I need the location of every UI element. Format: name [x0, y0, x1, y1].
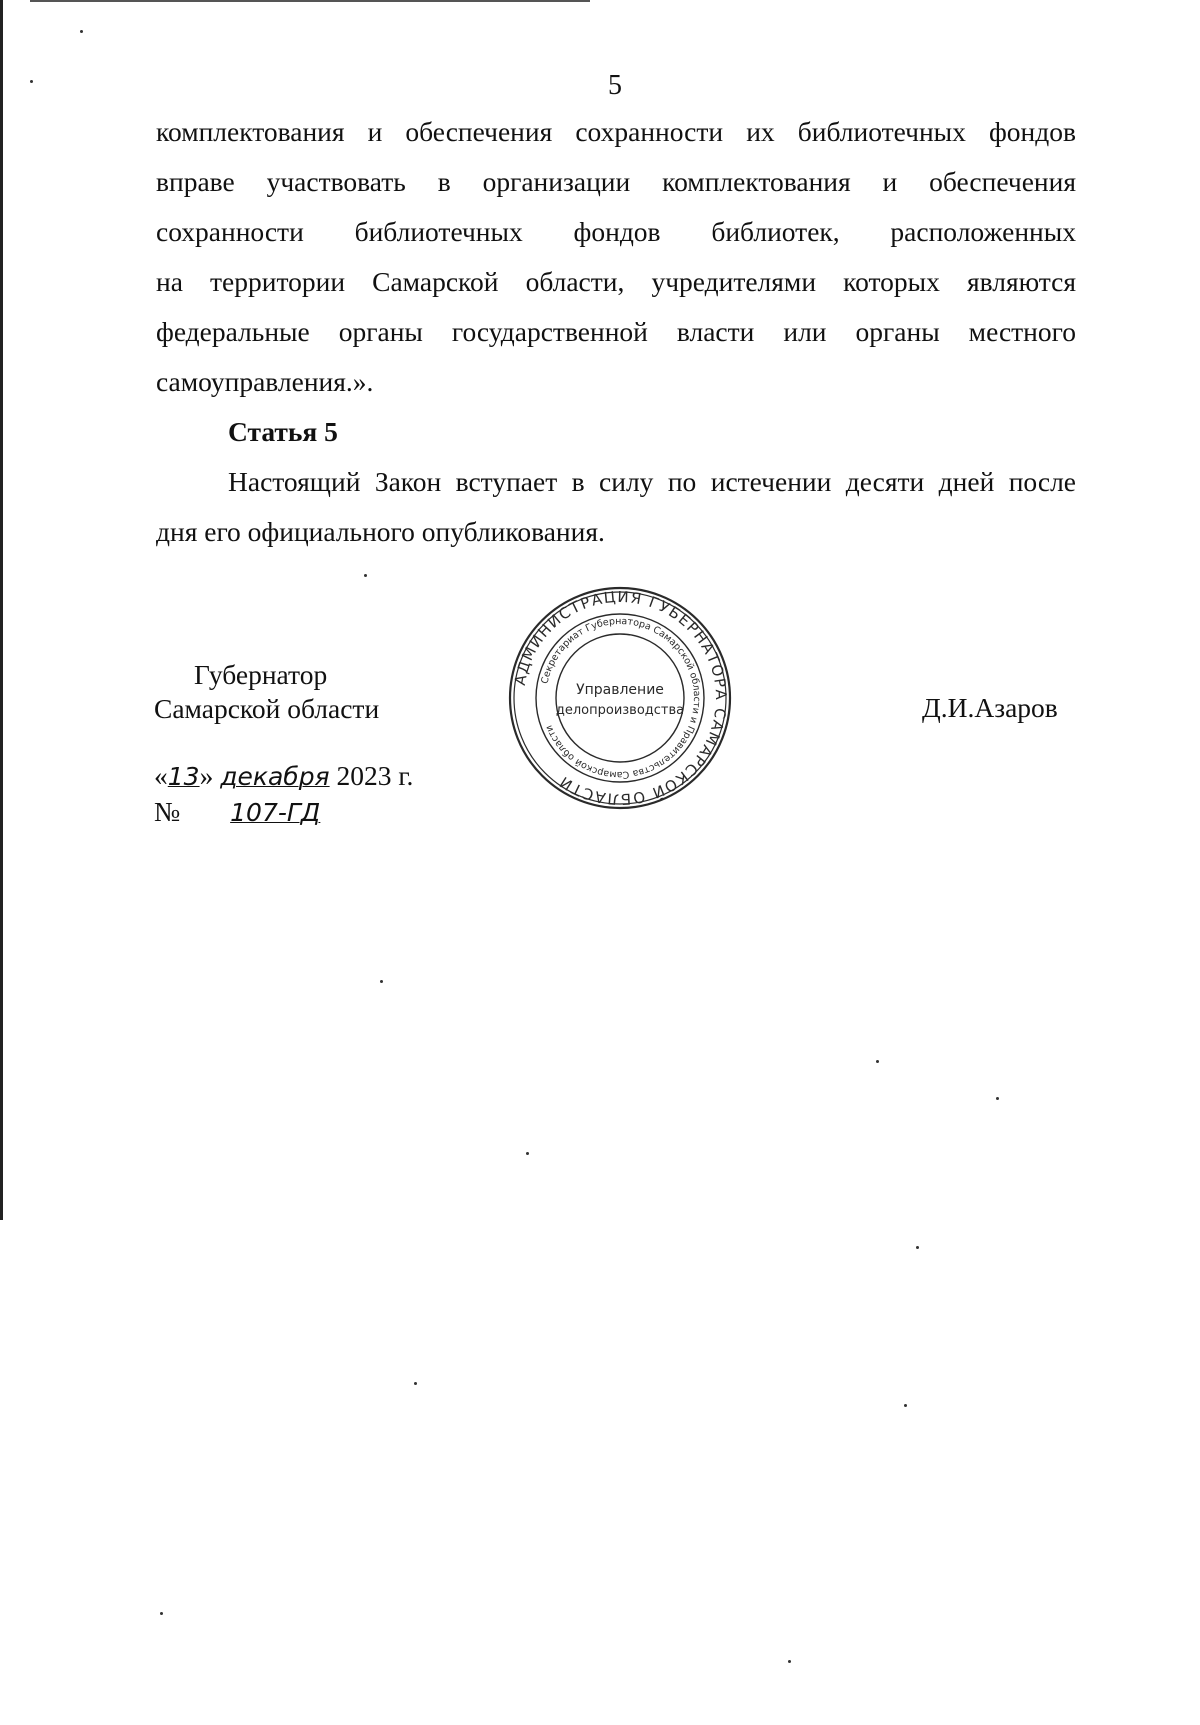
- signatory-title-line: Губернатор: [194, 659, 328, 690]
- date-open-quote: «: [154, 760, 168, 791]
- law-number-label: №: [154, 796, 181, 827]
- paragraph-line: на территории Самарской области, учредителями которых являются: [156, 266, 1076, 297]
- seal-inner-text: Секретариат Губернатора Самарской области и Правительства Самарской области: [539, 615, 703, 781]
- scan-speck: [160, 1612, 163, 1615]
- paragraph-line: вправе участвовать в организации комплектования и обеспечения: [156, 166, 1076, 197]
- article-line: дня его официального опубликования.: [156, 516, 605, 547]
- scan-speck: [904, 1404, 907, 1407]
- signing-date: [154, 760, 413, 793]
- scan-speck: [414, 1382, 417, 1385]
- article-heading: Статья 5: [228, 416, 338, 447]
- signatory-title: [154, 658, 379, 726]
- date-year: 2023 г.: [336, 760, 414, 791]
- scan-speck: [916, 1246, 919, 1249]
- seal-center-line1: Управление: [576, 682, 664, 698]
- article-line: Настоящий Закон вступает в силу по истечении десяти дней после: [228, 466, 1076, 497]
- scan-speck: [526, 1152, 529, 1155]
- date-day: 13: [167, 762, 200, 791]
- paragraph-line: комплектования и обеспечения сохранности их библиотечных фондов: [156, 116, 1076, 147]
- page-number: 5: [608, 70, 622, 101]
- scan-speck: [364, 574, 367, 577]
- official-seal: [507, 585, 733, 811]
- seal-center-line2: делопроизводства: [555, 703, 685, 718]
- law-number-value: 107-ГД: [230, 798, 321, 827]
- date-close-quote: »: [199, 760, 214, 791]
- law-number: [154, 796, 370, 828]
- scan-speck: [80, 30, 83, 33]
- signatory-name: Д.И.Азаров: [922, 692, 1058, 723]
- scan-speck: [876, 1060, 879, 1063]
- document-body: [156, 107, 1076, 557]
- paragraph-line: самоуправления.».: [156, 366, 374, 397]
- date-month: декабря: [220, 762, 330, 791]
- scan-speck: [30, 80, 33, 83]
- signatory-title-line: Самарской области: [154, 693, 380, 724]
- scan-speck: [380, 980, 383, 983]
- scan-speck: [788, 1660, 791, 1663]
- seal-outer-text: АДМИНИСТРАЦИЯ ГУБЕРНАТОРА САМАРСКОЙ ОБЛАСТИ: [510, 587, 731, 809]
- paragraph-line: сохранности библиотечных фондов библиотек, расположенных: [156, 216, 1076, 247]
- paragraph-line: федеральные органы государственной власти или органы местного: [156, 316, 1076, 347]
- page-edge-left: [0, 0, 3, 1220]
- page-edge-top: [30, 0, 590, 2]
- scan-speck: [996, 1097, 999, 1100]
